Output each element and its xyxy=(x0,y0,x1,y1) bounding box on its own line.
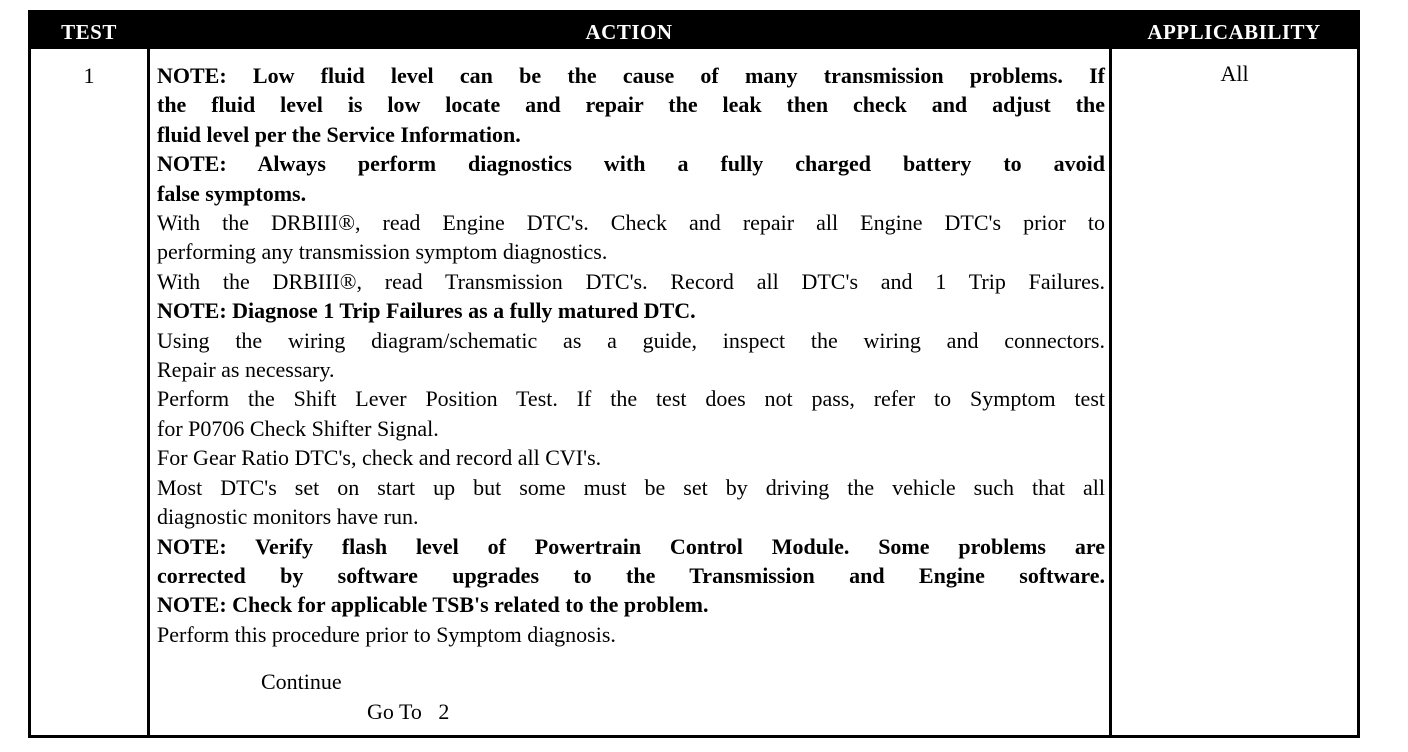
action-line: NOTE: Verify flash level of Powertrain Control Module. Some problems are xyxy=(157,533,1105,559)
action-line: diagnostic monitors have run. xyxy=(157,504,419,530)
header-action: ACTION xyxy=(585,20,673,44)
action-lines xyxy=(157,61,1105,649)
action-line: fluid level per the Service Information. xyxy=(157,121,521,147)
test-number: 1 xyxy=(83,63,95,88)
action-line: NOTE: Always perform diagnostics with a fully charged battery to avoid xyxy=(157,151,1105,177)
action-line: With the DRBIII®, read Engine DTC's. Check and repair all Engine DTC's prior to xyxy=(157,210,1105,236)
column-divider xyxy=(1109,49,1112,735)
action-line: performing any transmission symptom diagnostics. xyxy=(157,239,608,265)
action-line: Perform this procedure prior to Symptom diagnosis. xyxy=(157,621,616,647)
action-line: Perform the Shift Lever Position Test. If the test does not pass, refer to Symptom test xyxy=(157,386,1105,412)
action-line: Most DTC's set on start up but some must be set by driving the vehicle such that all xyxy=(157,474,1105,500)
action-line: NOTE: Low fluid level can be the cause of many transmission problems. If xyxy=(157,63,1105,88)
applicability-value: All xyxy=(1220,61,1249,86)
action-line: Using the wiring diagram/schematic as a guide, inspect the wiring and connectors. xyxy=(157,327,1105,353)
action-line: false symptoms. xyxy=(157,180,307,206)
action-line: NOTE: Check for applicable TSB's related to the problem. xyxy=(157,592,709,618)
column-divider xyxy=(147,49,150,735)
action-line: With the DRBIII®, read Transmission DTC's. Record all DTC's and 1 Trip Failures. xyxy=(157,268,1105,294)
goto-label: Go To 2 xyxy=(367,699,450,725)
diagnostic-table xyxy=(28,10,1360,738)
action-line: for P0706 Check Shifter Signal. xyxy=(157,415,439,441)
action-line: corrected by software upgrades to the Transmission and Engine software. xyxy=(157,562,1105,588)
header-applicability: APPLICABILITY xyxy=(1147,20,1321,44)
action-line: NOTE: Diagnose 1 Trip Failures as a fully matured DTC. xyxy=(157,298,696,324)
continue-label: Continue xyxy=(261,669,342,695)
table-header xyxy=(31,13,1357,49)
action-line: the fluid level is low locate and repair the leak then check and adjust the xyxy=(157,92,1105,118)
action-line: Repair as necessary. xyxy=(157,357,335,383)
header-test: TEST xyxy=(61,20,117,44)
action-cell xyxy=(157,61,1105,727)
action-line: For Gear Ratio DTC's, check and record all CVI's. xyxy=(157,445,602,471)
